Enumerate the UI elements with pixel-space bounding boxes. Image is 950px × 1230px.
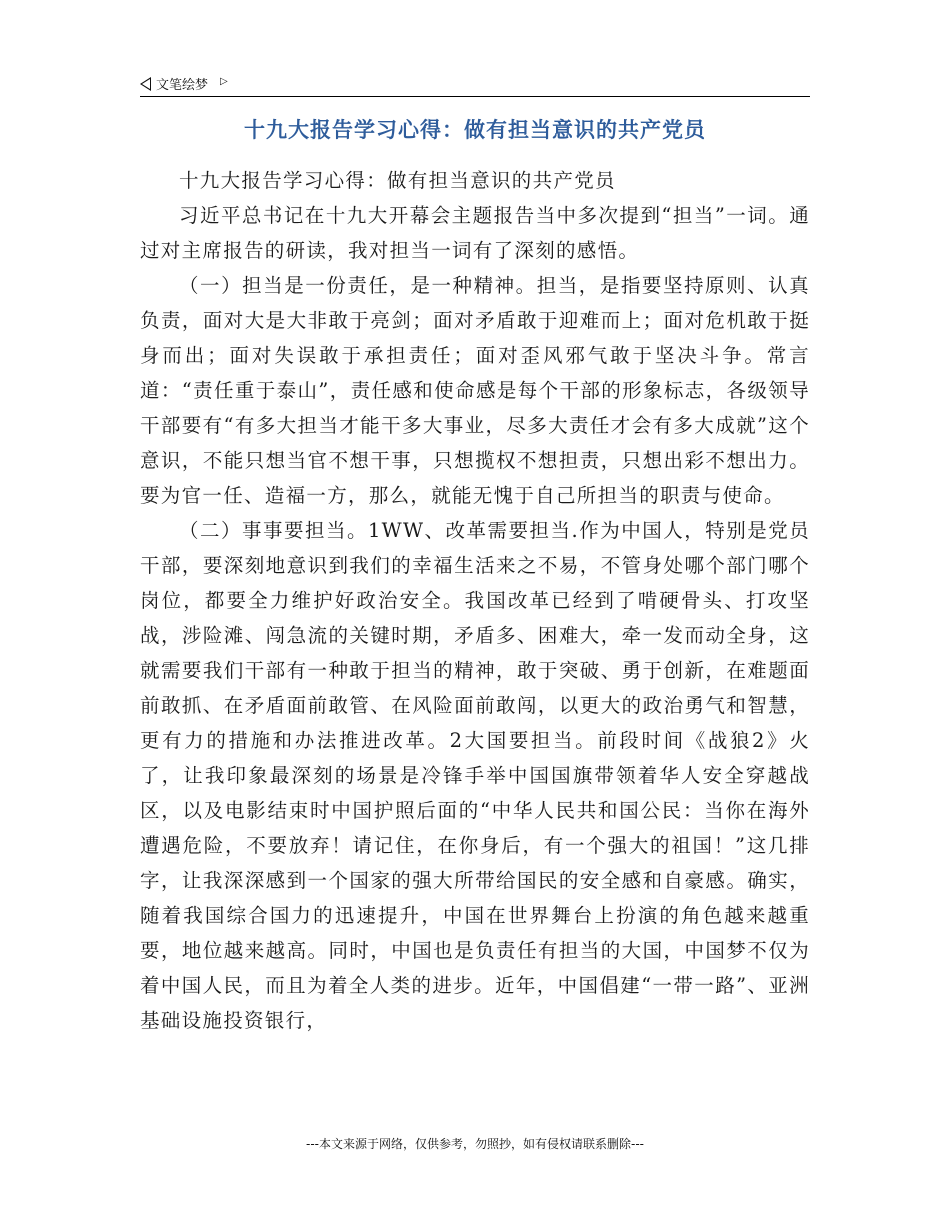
page-header <box>140 72 810 97</box>
brand-name: 文笔绘梦 <box>156 78 209 93</box>
paragraph-section-1: （一）担当是一份责任，是一种精神。担当，是指要坚持原则、认真负责，面对大是大非敢于亮剑；面对矛盾敢于迎难而上；面对危机敢于挺身而出；面对失误敢于承担责任；面对歪风邪气敢于坚决斗争。常言道：“责任重于泰山”，责任感和使命感是每个干部的形象标志，各级领导干部要有“有多大担当才能干多大事业，尽多大责任才会有多大成就”这个意识，不能只想当官不想干事，只想揽权不想担责，只想出彩不想出力。要为官一任、造福一方，那么，就能无愧于自己所担当的职责与使命。 <box>140 274 810 507</box>
paragraph-section-2: （二）事事要担当。1WW、改革需要担当.作为中国人，特别是党员干部，要深刻地意识到我们的幸福生活来之不易，不管身处哪个部门哪个岗位，都要全力维护好政治安全。我国改革已经到了啃硬骨头、打攻坚战，涉险滩、闯急流的关键时期，矛盾多、困难大，牵一发而动全身，这就需要我们干部有一种敢于担当的精神，敢于突破、勇于创新，在难题面前敢抓、在矛盾面前敢管、在风险面前敢闯，以更大的政治勇气和智慧，更有力的措施和办法推进改革。2大国要担当。前段时间《战狼2》火了，让我印象最深刻的场景是冷锋手举中国国旗带领着华人安全穿越战区，以及电影结束时中国护照后面的“中华人民共和国公民：当你在海外遭遇危险，不要放弃！请记住，在你身后，有一个强大的祖国！”这几排字，让我深深感到一个国家的强大所带给国民的安全感和自豪感。确实，随着我国综合国力的迅速提升，中国在世界舞台上扮演的角色越来越重要，地位越来越高。同时，中国也是负责任有担当的大国，中国梦不仅为着中国人民，而且为着全人类的进步。近年，中国倡建“一带一路”、亚洲基础设施投资银行， <box>140 519 810 1032</box>
document-body <box>140 163 810 1038</box>
paragraph-subtitle: 十九大报告学习心得：做有担当意识的共产党员 <box>179 169 616 192</box>
triangle-right-outline-icon: ▷ <box>220 76 228 87</box>
document-title: 十九大报告学习心得：做有担当意识的共产党员 <box>244 117 706 142</box>
triangle-left-outline-icon <box>140 77 151 91</box>
brand-logo <box>140 74 228 93</box>
page-footer-disclaimer: ---本文来源于网络，仅供参考，勿照抄，如有侵权请联系删除--- <box>306 1137 644 1151</box>
paragraph-intro: 习近平总书记在十九大开幕会主题报告当中多次提到“担当”一词。通过对主席报告的研读，我对担当一词有了深刻的感悟。 <box>140 204 810 262</box>
